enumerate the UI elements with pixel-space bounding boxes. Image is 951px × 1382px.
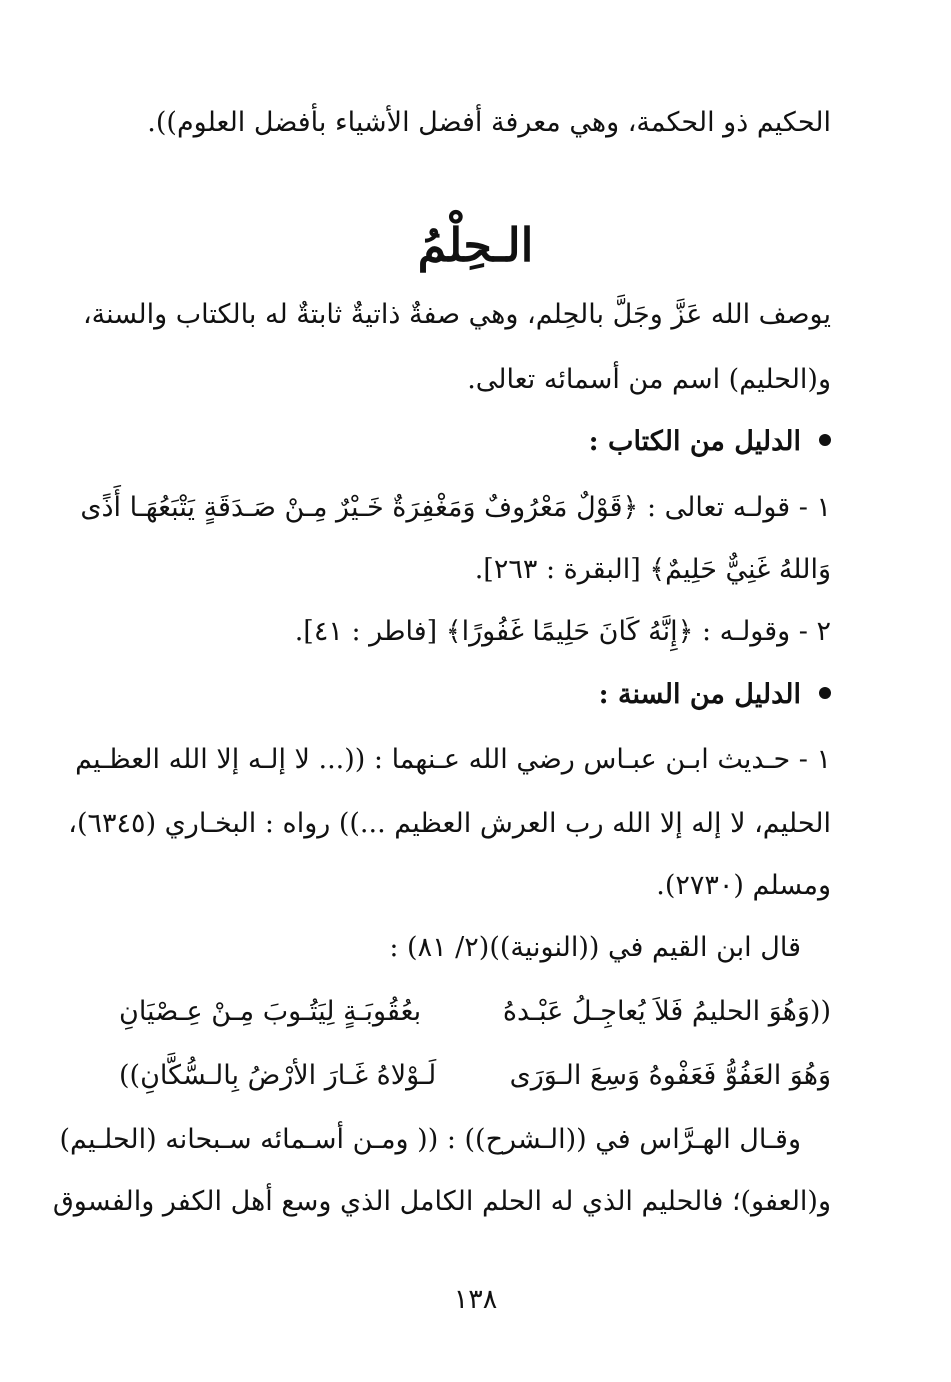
text-line: ومسلم (٢٧٣٠). [656, 870, 831, 901]
section-heading-sunnah [119, 675, 831, 715]
poem-verse [119, 992, 831, 1032]
text-line: وقـال الهـرَّاس في ((الـشرح)) : (( ومـن أسـمائه سـبحانه (الحلـيم) [59, 1124, 801, 1155]
bullet-icon [819, 434, 831, 446]
text-line: و(الحليم) اسم من أسمائه تعالى. [467, 364, 831, 395]
text-line: ٢ - وقولـه : ﴿إِنَّهُ كَانَ حَلِيمًا غَفُورًا﴾ [فاطر : ٤١]. [294, 616, 831, 647]
page-number: ١٣٨ [453, 1284, 498, 1315]
verse-first-hemistich: ((وَهُوَ الحليمُ فَلاَ يُعاجِـلُ عَبْـدهُ [502, 996, 831, 1027]
heading-label: الدليل من الكتاب : [588, 426, 801, 457]
text-line: الحكيم ذو الحكمة، وهي معرفة أفضل الأشياء بأفضل العلوم)). [147, 107, 831, 138]
poem-verse [119, 1056, 831, 1096]
verse-first-hemistich: وَهُوَ العَفُوُّ فَعَفْوهُ وَسِعَ الـوَرَى [509, 1060, 831, 1091]
text-line: قال ابن القيم في ((النونية))(٢/ ٨١) : [389, 932, 801, 963]
text-line: و(العفو)؛ فالحليم الذي له الحلم الكامل الذي وسع أهل الكفر والفسوق [52, 1186, 831, 1217]
text-line: يوصف الله عَزَّ وجَلَّ بالحِلم، وهي صفةٌ ذاتيةٌ ثابتةٌ له بالكتاب والسنة، [82, 299, 831, 330]
text-line: الحليم، لا إله إلا الله رب العرش العظيم ...)) رواه : البخـاري (٦٣٤٥)، [68, 808, 831, 839]
section-title: الـحِلْمُ [417, 218, 534, 272]
text-line: ١ - حـديث ابـن عبـاس رضي الله عـنهما : ((... لا إلـه إلا الله العظـيم [75, 744, 831, 775]
verse-second-hemistich: لَـوْلاهُ غَـارَ الأرْضُ بِالـسُّكَّانِ)) [119, 1060, 437, 1091]
section-heading-quran [119, 422, 831, 462]
text-line: ١ - قولـه تعالى : ﴿قَوْلٌ مَعْرُوفٌ وَمَغْفِرَةٌ خَـيْرٌ مِـنْ صَـدَقَةٍ يَتْبَعُهَـا أَذًى [80, 492, 831, 523]
verse-second-hemistich: بعُقُوبَـةٍ لِيَتُـوبَ مِـنْ عِـصْيَانِ [119, 996, 422, 1027]
heading-label: الدليل من السنة : [598, 679, 801, 710]
bullet-icon [819, 687, 831, 699]
text-line: وَاللهُ غَنِيٌّ حَلِيمٌ﴾ [البقرة : ٢٦٣]. [474, 554, 831, 585]
